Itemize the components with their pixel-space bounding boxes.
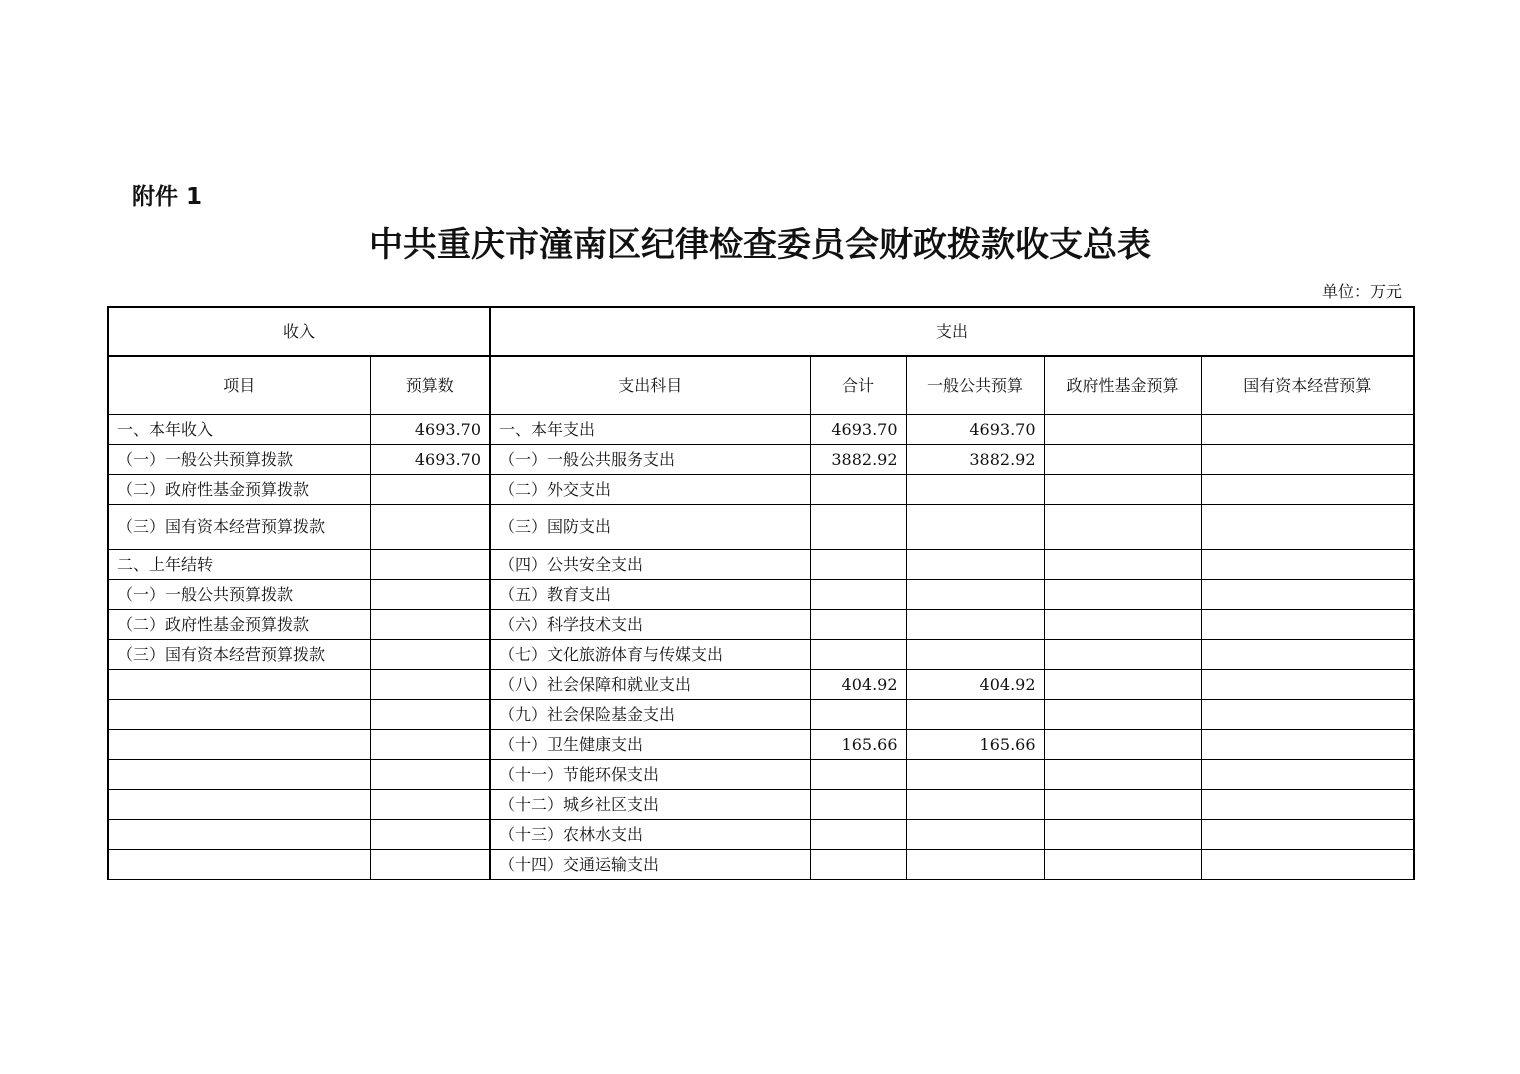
cell-budget bbox=[370, 820, 490, 850]
cell-exp-subject: （三）国防支出 bbox=[490, 505, 810, 550]
cell-gov-fund-budget bbox=[1044, 700, 1201, 730]
cell-item bbox=[108, 670, 370, 700]
cell-budget bbox=[370, 505, 490, 550]
cell-item: 二、上年结转 bbox=[108, 550, 370, 580]
cell-total bbox=[810, 760, 906, 790]
cell-state-capital-budget bbox=[1201, 505, 1414, 550]
cell-general-budget: 404.92 bbox=[906, 670, 1044, 700]
cell-gov-fund-budget bbox=[1044, 580, 1201, 610]
cell-item bbox=[108, 700, 370, 730]
cell-total bbox=[810, 475, 906, 505]
cell-gov-fund-budget bbox=[1044, 670, 1201, 700]
cell-item: （三）国有资本经营预算拨款 bbox=[108, 505, 370, 550]
cell-exp-subject: （十）卫生健康支出 bbox=[490, 730, 810, 760]
cell-exp-subject: （八）社会保障和就业支出 bbox=[490, 670, 810, 700]
table-row bbox=[108, 505, 1414, 550]
cell-exp-subject: （七）文化旅游体育与传媒支出 bbox=[490, 640, 810, 670]
cell-general-budget bbox=[906, 760, 1044, 790]
income-group-header: 收入 bbox=[108, 307, 490, 356]
cell-item bbox=[108, 850, 370, 880]
cell-exp-subject: （十四）交通运输支出 bbox=[490, 850, 810, 880]
cell-general-budget bbox=[906, 550, 1044, 580]
table-row bbox=[108, 760, 1414, 790]
cell-total bbox=[810, 610, 906, 640]
cell-gov-fund-budget bbox=[1044, 640, 1201, 670]
column-header-exp-subject: 支出科目 bbox=[490, 356, 810, 415]
cell-budget bbox=[370, 610, 490, 640]
cell-total bbox=[810, 580, 906, 610]
cell-total bbox=[810, 700, 906, 730]
cell-item: （二）政府性基金预算拨款 bbox=[108, 475, 370, 505]
cell-item: 一、本年收入 bbox=[108, 415, 370, 445]
column-header-general-budget: 一般公共预算 bbox=[906, 356, 1044, 415]
table-row bbox=[108, 550, 1414, 580]
table-row bbox=[108, 415, 1414, 445]
table-row bbox=[108, 820, 1414, 850]
cell-general-budget bbox=[906, 475, 1044, 505]
expenditure-group-header: 支出 bbox=[490, 307, 1414, 356]
cell-general-budget bbox=[906, 790, 1044, 820]
cell-gov-fund-budget bbox=[1044, 610, 1201, 640]
cell-budget bbox=[370, 850, 490, 880]
cell-state-capital-budget bbox=[1201, 820, 1414, 850]
cell-general-budget bbox=[906, 820, 1044, 850]
table-row bbox=[108, 580, 1414, 610]
cell-budget bbox=[370, 550, 490, 580]
cell-exp-subject: （十二）城乡社区支出 bbox=[490, 790, 810, 820]
cell-state-capital-budget bbox=[1201, 610, 1414, 640]
cell-total bbox=[810, 820, 906, 850]
cell-budget bbox=[370, 700, 490, 730]
cell-budget bbox=[370, 580, 490, 610]
cell-total: 3882.92 bbox=[810, 445, 906, 475]
cell-exp-subject: （九）社会保险基金支出 bbox=[490, 700, 810, 730]
cell-general-budget bbox=[906, 610, 1044, 640]
cell-general-budget: 165.66 bbox=[906, 730, 1044, 760]
cell-state-capital-budget bbox=[1201, 550, 1414, 580]
cell-gov-fund-budget bbox=[1044, 820, 1201, 850]
cell-total bbox=[810, 505, 906, 550]
cell-exp-subject: （一）一般公共服务支出 bbox=[490, 445, 810, 475]
cell-item: （二）政府性基金预算拨款 bbox=[108, 610, 370, 640]
column-header-row bbox=[108, 356, 1414, 415]
cell-state-capital-budget bbox=[1201, 580, 1414, 610]
cell-budget bbox=[370, 760, 490, 790]
column-header-total: 合计 bbox=[810, 356, 906, 415]
cell-gov-fund-budget bbox=[1044, 505, 1201, 550]
cell-exp-subject: （四）公共安全支出 bbox=[490, 550, 810, 580]
cell-state-capital-budget bbox=[1201, 670, 1414, 700]
cell-item: （一）一般公共预算拨款 bbox=[108, 445, 370, 475]
cell-general-budget bbox=[906, 700, 1044, 730]
table-row bbox=[108, 475, 1414, 505]
cell-general-budget bbox=[906, 640, 1044, 670]
cell-state-capital-budget bbox=[1201, 700, 1414, 730]
cell-item bbox=[108, 820, 370, 850]
cell-total bbox=[810, 850, 906, 880]
cell-exp-subject: （五）教育支出 bbox=[490, 580, 810, 610]
cell-general-budget: 3882.92 bbox=[906, 445, 1044, 475]
cell-gov-fund-budget bbox=[1044, 730, 1201, 760]
cell-general-budget bbox=[906, 580, 1044, 610]
cell-item: （三）国有资本经营预算拨款 bbox=[108, 640, 370, 670]
cell-state-capital-budget bbox=[1201, 415, 1414, 445]
cell-exp-subject: （六）科学技术支出 bbox=[490, 610, 810, 640]
cell-exp-subject: （十一）节能环保支出 bbox=[490, 760, 810, 790]
cell-general-budget bbox=[906, 850, 1044, 880]
cell-general-budget bbox=[906, 505, 1044, 550]
cell-item bbox=[108, 790, 370, 820]
page-title: 中共重庆市潼南区纪律检查委员会财政拨款收支总表 bbox=[369, 225, 1151, 265]
cell-gov-fund-budget bbox=[1044, 760, 1201, 790]
table-row bbox=[108, 730, 1414, 760]
cell-budget bbox=[370, 475, 490, 505]
cell-state-capital-budget bbox=[1201, 730, 1414, 760]
budget-summary-table bbox=[107, 306, 1415, 880]
cell-gov-fund-budget bbox=[1044, 475, 1201, 505]
cell-gov-fund-budget bbox=[1044, 550, 1201, 580]
group-header-row bbox=[108, 307, 1414, 356]
cell-item bbox=[108, 760, 370, 790]
table-row bbox=[108, 610, 1414, 640]
cell-exp-subject: 一、本年支出 bbox=[490, 415, 810, 445]
cell-total: 404.92 bbox=[810, 670, 906, 700]
cell-budget: 4693.70 bbox=[370, 415, 490, 445]
cell-state-capital-budget bbox=[1201, 475, 1414, 505]
cell-budget bbox=[370, 640, 490, 670]
cell-budget bbox=[370, 730, 490, 760]
cell-gov-fund-budget bbox=[1044, 445, 1201, 475]
cell-item: （一）一般公共预算拨款 bbox=[108, 580, 370, 610]
table-row bbox=[108, 670, 1414, 700]
cell-gov-fund-budget bbox=[1044, 790, 1201, 820]
cell-state-capital-budget bbox=[1201, 640, 1414, 670]
cell-total bbox=[810, 550, 906, 580]
cell-gov-fund-budget bbox=[1044, 415, 1201, 445]
table-row bbox=[108, 850, 1414, 880]
table-row bbox=[108, 640, 1414, 670]
table-row bbox=[108, 700, 1414, 730]
cell-item bbox=[108, 730, 370, 760]
attachment-label: 附件 1 bbox=[132, 184, 203, 210]
column-header-item: 项目 bbox=[108, 356, 370, 415]
cell-budget bbox=[370, 790, 490, 820]
table-row bbox=[108, 790, 1414, 820]
cell-exp-subject: （二）外交支出 bbox=[490, 475, 810, 505]
cell-state-capital-budget bbox=[1201, 850, 1414, 880]
cell-total bbox=[810, 640, 906, 670]
cell-general-budget: 4693.70 bbox=[906, 415, 1044, 445]
cell-state-capital-budget bbox=[1201, 445, 1414, 475]
cell-gov-fund-budget bbox=[1044, 850, 1201, 880]
column-header-gov-fund-budget: 政府性基金预算 bbox=[1044, 356, 1201, 415]
cell-budget bbox=[370, 670, 490, 700]
column-header-state-capital-budget: 国有资本经营预算 bbox=[1201, 356, 1414, 415]
cell-total: 4693.70 bbox=[810, 415, 906, 445]
cell-state-capital-budget bbox=[1201, 760, 1414, 790]
cell-state-capital-budget bbox=[1201, 790, 1414, 820]
table-row bbox=[108, 445, 1414, 475]
cell-total bbox=[810, 790, 906, 820]
column-header-budget: 预算数 bbox=[370, 356, 490, 415]
cell-budget: 4693.70 bbox=[370, 445, 490, 475]
cell-total: 165.66 bbox=[810, 730, 906, 760]
cell-exp-subject: （十三）农林水支出 bbox=[490, 820, 810, 850]
unit-label: 单位：万元 bbox=[1321, 282, 1402, 301]
